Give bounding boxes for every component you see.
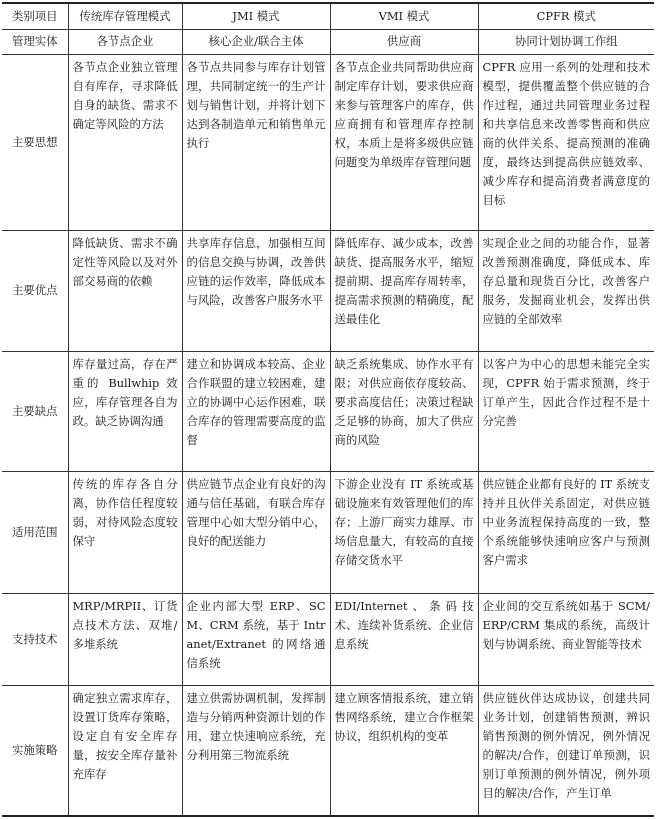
table-cell: 降低缺货、需求不确定性等风险以及对外部交易商的依赖	[68, 230, 182, 351]
table-cell: 各节点企业独立管理自有库存，寻求降低自身的缺货、需求不确定等风险的方法	[68, 54, 182, 230]
table-row-scope	[2, 471, 654, 593]
table-cell: 各节点企业	[68, 29, 182, 54]
row-label: 支持技术	[2, 593, 68, 685]
row-label: 主要缺点	[2, 351, 68, 471]
table-cell: 实现企业之间的功能合作，显著改善预测准确度，降低成本、库存总量和现货百分比，改善客户服务，发掘商业机会，发挥出供应链的全部效率	[478, 230, 654, 351]
table-cell: 共享库存信息，加强相互间的信息交换与协调，改善供应链的运作效率，降低成本与风险，改善客户服务水平	[182, 230, 330, 351]
table-cell: 下游企业没有 IT 系统或基础设施来有效管理他们的库存；上游厂商实力雄厚、市场信息量大，有较高的直接存储交货水平	[330, 471, 478, 593]
table-cell: 协同计划协调工作组	[478, 29, 654, 54]
table-cell: 以客户为中心的思想未能完全实现，CPFR 始于需求预测，终于订单产生，因此合作过程不是十分完善	[478, 351, 654, 471]
table-row-main-advantages	[2, 230, 654, 351]
header-vmi: VMI 模式	[330, 3, 478, 29]
header-cpfr: CPFR 模式	[478, 3, 654, 29]
table-cell: CPFR 应用一系列的处理和技术模型，提供覆盖整个供应链的合作过程，通过共同管理业务过程和共享信息来改善零售商和供应商的伙伴关系、提高预测的准确度，最终达到提高供应链效率、减少库存和提高消费者满意度的目标	[478, 54, 654, 230]
table-cell: 核心企业/联合主体	[182, 29, 330, 54]
header-category: 类别项目	[2, 3, 68, 29]
table-row-management-entity	[2, 29, 654, 54]
table-cell: 供应商	[330, 29, 478, 54]
table-row-main-disadvantages	[2, 351, 654, 471]
table-row-main-idea	[2, 54, 654, 230]
comparison-table	[2, 2, 654, 817]
row-label: 管理实体	[2, 29, 68, 54]
header-jmi: JMI 模式	[182, 3, 330, 29]
table-cell: 各节点共同参与库存计划管理，共同制定统一的生产计划与销售计划，并将计划下达到各制造单元和销售单元执行	[182, 54, 330, 230]
table-cell: 各节点企业共同帮助供应商制定库存计划，要求供应商来参与管理客户的库存，供应商拥有和管理库存控制权，本质上是将多级供应链问题变为单级库存管理问题	[330, 54, 478, 230]
table-cell: MRP/MRPII、订货点技术方法、双堆/多堆系统	[68, 593, 182, 685]
table-cell: 企业间的交互系统如基于 SCM/ERP/CRM 集成的系统，高级计划与协调系统、商业智能等技术	[478, 593, 654, 685]
table-row-implementation	[2, 685, 654, 816]
row-label: 实施策略	[2, 685, 68, 816]
table-cell: 企业内部大型 ERP、SCM、CRM 系统，基于 Intranet/Extranet 的网络通信系统	[182, 593, 330, 685]
table-cell: 传统的库存各自分离，协作信任程度较弱，对待风险态度较保守	[68, 471, 182, 593]
table-cell: EDI/Internet、条码技术、连续补货系统、企业信息系统	[330, 593, 478, 685]
table-cell: 降低库存、减少成本，改善缺货、提高服务水平，缩短提前期、提高库存周转率，提高需求预测的精确度，配送最佳化	[330, 230, 478, 351]
row-label: 主要优点	[2, 230, 68, 351]
table-cell: 库存量过高，存在严重的 Bullwhip 效应，库存管理各自为政。缺乏协调沟通	[68, 351, 182, 471]
row-label: 适用范围	[2, 471, 68, 593]
table-cell: 确定独立需求库存，设置订货库存策略，设定自有安全库存量，按安全库存量补充库存	[68, 685, 182, 816]
row-label: 主要思想	[2, 54, 68, 230]
table-cell: 供应链企业都有良好的 IT 系统支持并且伙伴关系固定，对供应链中业务流程保持高度的一致，整个系统能够快速响应客户与预测客户需求	[478, 471, 654, 593]
header-traditional: 传统库存管理模式	[68, 3, 182, 29]
table-cell: 供应链伙伴达成协议，创建共同业务计划，创建销售预测，辨识销售预测的例外情况，例外情况的解决/合作，创建订单预测，识别订单预测的例外情况，例外项目的解决/合作，产生订单	[478, 685, 654, 816]
table-cell: 建立顾客情报系统，建立销售网络系统，建立合作框架协议，组织机构的变革	[330, 685, 478, 816]
table-cell: 建立和协调成本较高、企业合作联盟的建立较困难，建立的协调中心运作困难，联合库存的管理需要高度的监督	[182, 351, 330, 471]
table-cell: 建立供需协调机制，发挥制造与分销两种资源计划的作用，建立快速响应系统，充分利用第三物流系统	[182, 685, 330, 816]
table-cell: 缺乏系统集成、协作水平有限；对供应商依存度较高、要求高度信任；决策过程缺乏足够的协商，加大了供应商的风险	[330, 351, 478, 471]
table-row-support-tech	[2, 593, 654, 685]
table-cell: 供应链节点企业有良好的沟通与信任基础，有联合库存管理中心如大型分销中心，良好的配送能力	[182, 471, 330, 593]
header-row	[2, 3, 654, 29]
